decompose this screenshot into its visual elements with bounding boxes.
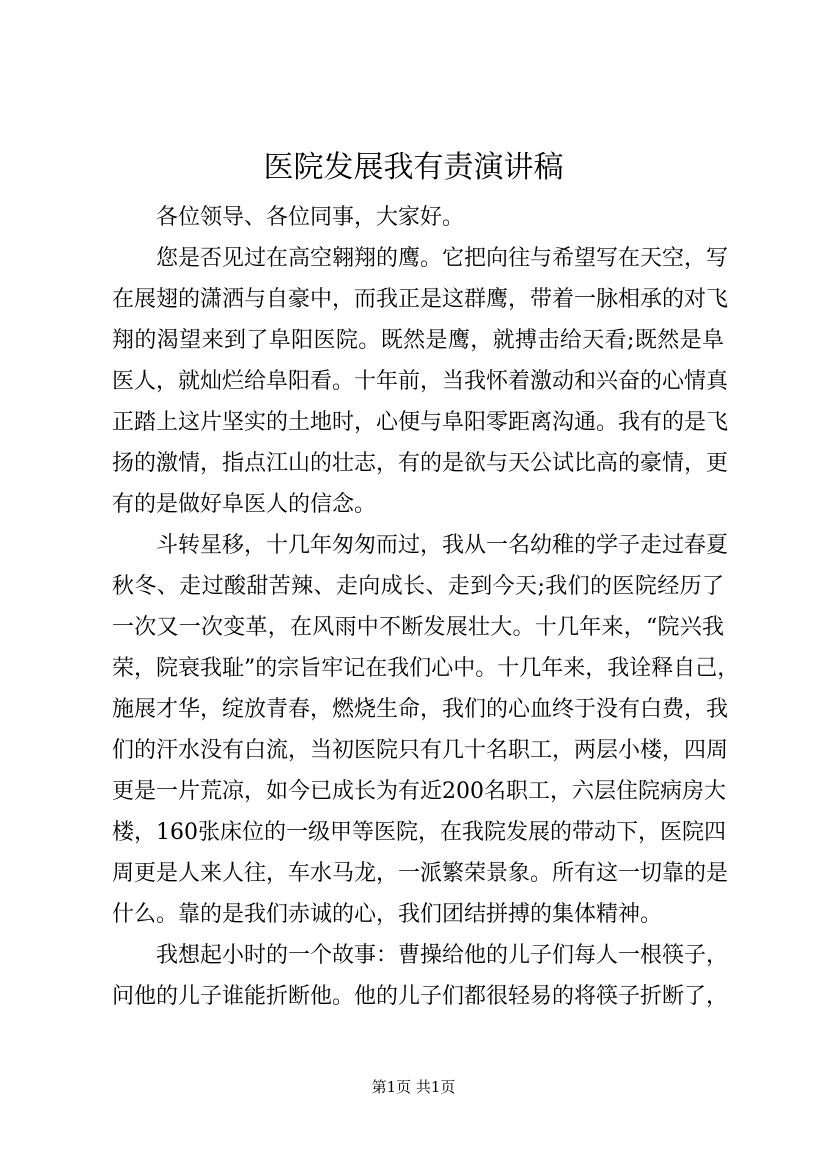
- paragraph-line: 什么。靠的是我们赤诚的心，我们团结拼搏的集体精神。: [112, 902, 663, 927]
- paragraph-line: 在展翅的潇洒与自豪中，而我正是这群鹰，带着一脉相承的对飞: [112, 287, 729, 312]
- paragraph-line: 有的是做好阜医人的信念。: [112, 492, 377, 517]
- paragraph-line: 秋冬、走过酸甜苦辣、走向成长、走到今天;我们的医院经历了: [112, 574, 724, 599]
- paragraph-line: 各位领导、各位同事，大家好。: [156, 205, 465, 230]
- paragraph-line: 施展才华，绽放青春，燃烧生命，我们的心血终于没有白费，我: [112, 697, 729, 722]
- paragraph-line: 您是否见过在高空翱翔的鹰。它把向往与希望写在天空，写: [156, 246, 729, 271]
- paragraph-line: 翔的渴望来到了阜阳医院。既然是鹰，就搏击给天看;既然是阜: [112, 328, 724, 353]
- document-title: 医院发展我有责演讲稿: [263, 150, 564, 185]
- paragraph-line: 荣，院衰我耻”的宗旨牢记在我们心中。十几年来，我诠释自己，: [112, 656, 740, 681]
- paragraph-line: 问他的儿子谁能折断他。他的儿子们都很轻易的将筷子折断了，: [112, 984, 729, 1009]
- paragraph-line: 们的汗水没有白流，当初医院只有几十名职工，两层小楼，四周: [112, 738, 729, 763]
- paragraph-line: 正踏上这片坚实的土地时，心便与阜阳零距离沟通。我有的是飞: [112, 410, 729, 435]
- paragraph-line: 斗转星移，十几年匆匆而过，我从一名幼稚的学子走过春夏: [156, 533, 729, 558]
- paragraph-line: 我想起小时的一个故事：曹操给他的儿子们每人一根筷子，: [156, 943, 729, 968]
- document-body: [112, 197, 740, 1017]
- paragraph-line: 楼，160张床位的一级甲等医院，在我院发展的带动下，医院四: [112, 820, 726, 845]
- paragraph-line: 扬的激情，指点江山的壮志，有的是欲与天公试比高的豪情，更: [112, 451, 729, 476]
- page-footer: 第1页 共1页: [371, 1078, 456, 1096]
- paragraph-line: 周更是人来人往，车水马龙，一派繁荣景象。所有这一切靠的是: [112, 861, 729, 886]
- paragraph-line: 一次又一次变革，在风雨中不断发展壮大。十几年来，“院兴我: [112, 615, 724, 640]
- paragraph-line: 更是一片荒凉，如今已成长为有近200名职工，六层住院病房大: [112, 779, 726, 804]
- paragraph-line: 医人，就灿烂给阜阳看。十年前，当我怀着激动和兴奋的心情真: [112, 369, 729, 394]
